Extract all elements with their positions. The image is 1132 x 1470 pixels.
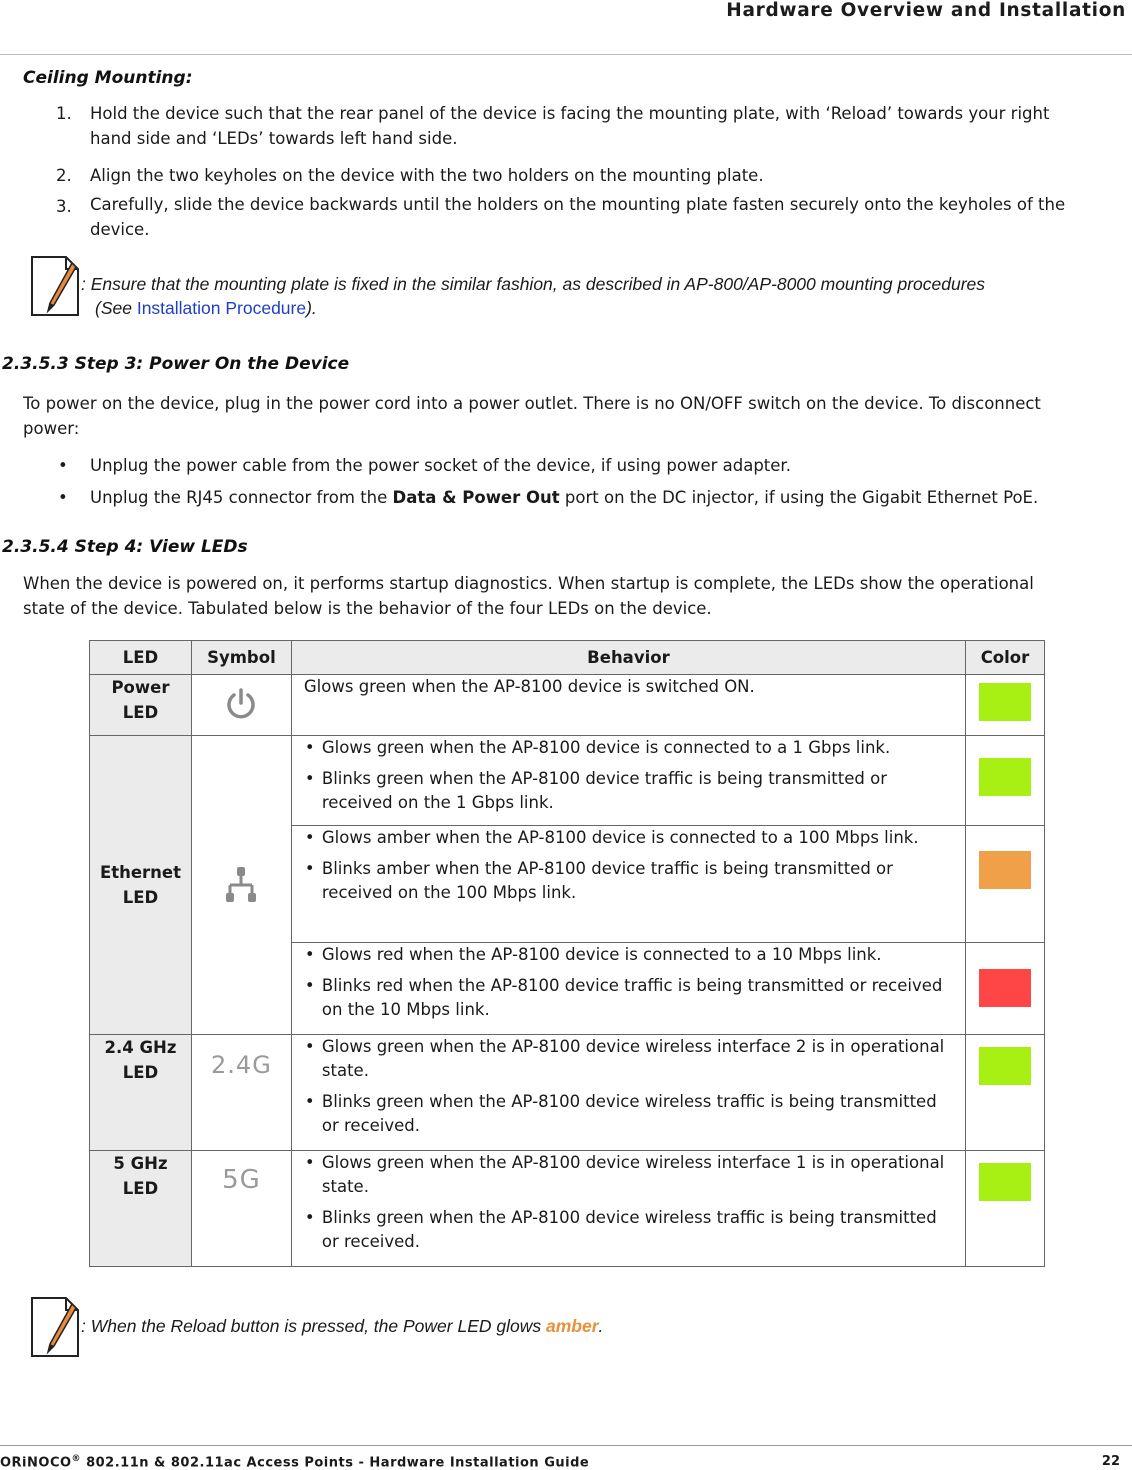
footer-rule bbox=[0, 1445, 1132, 1446]
ghz24-led-name bbox=[90, 1035, 192, 1151]
header-behavior: Behavior bbox=[291, 641, 965, 675]
step-3-text bbox=[90, 192, 1130, 242]
ghz5-icon: 5G bbox=[222, 1165, 261, 1195]
behavior-text: Blinks green when the AP-8100 device wireless traffic is being transmitted or received. bbox=[321, 1208, 937, 1251]
ethernet-red-swatch bbox=[979, 969, 1031, 1007]
step-3-para-line-1: To power on the device, plug in the power cord into a power outlet. There is no ON/OFF switch on the device. To disconnect bbox=[23, 394, 1041, 413]
behavior-text: Glows green when the AP-8100 device wireless interface 2 is in operational state. bbox=[321, 1037, 945, 1080]
behavior-text: Blinks amber when the AP-8100 device traffic is being transmitted or received on the 100 Mbps link. bbox=[321, 859, 893, 902]
power-led-name-2: LED bbox=[122, 703, 159, 722]
bullet-dot: • bbox=[304, 1037, 315, 1056]
bullet-dot: • bbox=[58, 488, 68, 507]
step-4-paragraph bbox=[23, 571, 1131, 621]
behavior-item bbox=[292, 1035, 957, 1083]
step-number: 2. bbox=[56, 166, 72, 185]
step-3-line-2: device. bbox=[90, 220, 150, 239]
ghz5-color-cell bbox=[966, 1151, 1045, 1267]
ethernet-10mbps-behavior bbox=[291, 943, 965, 1035]
ethernet-green-swatch bbox=[979, 758, 1031, 796]
ghz24-green-swatch bbox=[979, 1047, 1031, 1085]
reload-note bbox=[81, 1314, 603, 1338]
ethernet-100mbps-color-cell bbox=[966, 826, 1045, 943]
step-3-paragraph bbox=[23, 391, 1131, 441]
reload-note-prefix: : When the Reload button is pressed, the Power LED glows bbox=[81, 1316, 546, 1336]
step-2-text: Align the two keyholes on the device with the two holders on the mounting plate. bbox=[90, 166, 764, 185]
page-number: 22 bbox=[1101, 1454, 1120, 1469]
step-3-para-line-2: power: bbox=[23, 419, 80, 438]
power-behavior-text: Glows green when the AP-8100 device is switched ON. bbox=[303, 677, 755, 696]
bullet-dot: • bbox=[58, 456, 68, 475]
step-1-line-1: Hold the device such that the rear panel of the device is facing the mounting plate, with ‘Reload’ towards your right bbox=[90, 104, 1050, 123]
header-led: LED bbox=[90, 641, 192, 675]
note-pencil-icon bbox=[30, 255, 80, 317]
ghz5-led-name bbox=[90, 1151, 192, 1267]
ethernet-symbol-cell bbox=[191, 736, 291, 1035]
ghz24-icon: 2.4G bbox=[211, 1051, 272, 1079]
step-3-line-1: Carefully, slide the device backwards until the holders on the mounting plate fasten securely onto the keyholes of the bbox=[90, 195, 1066, 214]
header-color: Color bbox=[966, 641, 1045, 675]
ethernet-1gbps-behavior bbox=[291, 736, 965, 826]
step-1-line-2: hand side and ‘LEDs’ towards left hand side. bbox=[90, 129, 458, 148]
bullet-unplug-power: Unplug the power cable from the power socket of the device, if using power adapter. bbox=[90, 456, 791, 475]
ethernet-led-name-2: LED bbox=[122, 888, 159, 907]
bullet-dot: • bbox=[304, 769, 315, 788]
ghz24-led-name-1: 2.4 GHz bbox=[104, 1038, 177, 1057]
mounting-note bbox=[81, 272, 1131, 320]
bullet-dot: • bbox=[304, 1153, 315, 1172]
ghz24-symbol-cell bbox=[191, 1035, 291, 1151]
bullet-dot: • bbox=[304, 738, 315, 757]
step-number: 3. bbox=[56, 197, 72, 216]
ghz24-led-name-2: LED bbox=[122, 1063, 159, 1082]
step-4-para-line-2: state of the device. Tabulated below is the behavior of the four LEDs on the device. bbox=[23, 599, 712, 618]
led-behavior-table bbox=[89, 640, 1045, 1267]
power-color-cell bbox=[966, 675, 1045, 736]
ghz24-behavior bbox=[291, 1035, 965, 1151]
power-behavior bbox=[291, 675, 965, 736]
step-number: 1. bbox=[56, 104, 72, 123]
reload-note-amber: amber bbox=[545, 1316, 599, 1336]
ghz5-led-name-2: LED bbox=[122, 1179, 159, 1198]
table-row-power bbox=[90, 675, 1045, 736]
ethernet-led-name-1: Ethernet bbox=[99, 863, 181, 882]
bullet-dot: • bbox=[304, 945, 315, 964]
table-row-5ghz bbox=[90, 1151, 1045, 1267]
bullet-dot: • bbox=[304, 1092, 315, 1111]
behavior-item bbox=[292, 826, 957, 850]
ethernet-100mbps-behavior bbox=[291, 826, 965, 943]
bullet-dot: • bbox=[304, 828, 315, 847]
behavior-item bbox=[292, 857, 957, 905]
power-led-name bbox=[90, 675, 192, 736]
installation-procedure-link[interactable]: Installation Procedure bbox=[136, 298, 307, 318]
header-rule bbox=[0, 54, 1132, 55]
behavior-item bbox=[292, 1151, 957, 1199]
bullet-dot: • bbox=[304, 859, 315, 878]
behavior-item bbox=[292, 974, 957, 1022]
ceiling-mounting-heading: Ceiling Mounting: bbox=[23, 68, 193, 88]
behavior-text: Blinks green when the AP-8100 device traffic is being transmitted or received on the 1 Gbps link. bbox=[321, 769, 887, 812]
behavior-text: Glows green when the AP-8100 device wireless interface 1 is in operational state. bbox=[321, 1153, 945, 1196]
behavior-item bbox=[292, 736, 957, 760]
note-pencil-icon bbox=[30, 1296, 80, 1358]
header-symbol: Symbol bbox=[191, 641, 291, 675]
reload-note-suffix: . bbox=[598, 1316, 604, 1336]
behavior-item bbox=[292, 943, 957, 967]
behavior-item bbox=[292, 767, 957, 815]
ghz5-symbol-cell bbox=[191, 1151, 291, 1267]
footer-brand: ORiNOCO bbox=[0, 1455, 72, 1470]
behavior-item bbox=[292, 1090, 957, 1138]
step-4-para-line-1: When the device is powered on, it performs startup diagnostics. When startup is complete, the LEDs show the operational bbox=[23, 574, 1034, 593]
step-1-text bbox=[90, 101, 1130, 151]
bullet-2-suffix: port on the DC injector, if using the Gigabit Ethernet PoE. bbox=[559, 488, 1039, 507]
bullet-dot: • bbox=[304, 976, 315, 995]
note-prefix: (See bbox=[95, 298, 137, 318]
ethernet-10mbps-color-cell bbox=[966, 943, 1045, 1035]
behavior-text: Glows green when the AP-8100 device is connected to a 1 Gbps link. bbox=[321, 738, 891, 757]
note-suffix: ). bbox=[306, 298, 317, 318]
bullet-dot: • bbox=[304, 1208, 315, 1227]
step-4-heading: 2.3.5.4 Step 4: View LEDs bbox=[2, 537, 248, 557]
bullet-2-prefix: Unplug the RJ45 connector from the bbox=[90, 488, 393, 507]
ghz5-green-swatch bbox=[979, 1163, 1031, 1201]
mounting-note-line-1: : Ensure that the mounting plate is fixed in the similar fashion, as described in AP-800/AP-8000 mounting procedures bbox=[81, 274, 986, 294]
network-icon bbox=[223, 865, 259, 905]
page-header-title: Hardware Overview and Installation bbox=[726, 0, 1126, 21]
table-row-2-4ghz bbox=[90, 1035, 1045, 1151]
bullet-unplug-rj45 bbox=[90, 485, 1038, 510]
behavior-text: Blinks green when the AP-8100 device wireless traffic is being transmitted or received. bbox=[321, 1092, 937, 1135]
footer-registered-mark: ® bbox=[71, 1454, 82, 1464]
ghz5-led-name-1: 5 GHz bbox=[113, 1154, 168, 1173]
ethernet-1gbps-color-cell bbox=[966, 736, 1045, 826]
mounting-note-line-2 bbox=[81, 296, 1131, 320]
footer-guide-title: 802.11n & 802.11ac Access Points - Hardware Installation Guide bbox=[81, 1455, 590, 1470]
table-header-row bbox=[90, 641, 1045, 675]
data-power-out-bold: Data & Power Out bbox=[392, 488, 560, 507]
step-3-heading: 2.3.5.3 Step 3: Power On the Device bbox=[2, 354, 350, 374]
ethernet-amber-swatch bbox=[979, 851, 1031, 889]
power-color-swatch bbox=[979, 683, 1031, 721]
ethernet-led-name bbox=[90, 736, 192, 1035]
ghz5-behavior bbox=[291, 1151, 965, 1267]
table-row-ethernet-1gbps bbox=[90, 736, 1045, 826]
power-led-name-1: Power bbox=[111, 678, 170, 697]
behavior-text: Blinks red when the AP-8100 device traffic is being transmitted or received on the 10 Mbps link. bbox=[321, 976, 943, 1019]
behavior-text: Glows red when the AP-8100 device is connected to a 10 Mbps link. bbox=[321, 945, 882, 964]
power-symbol-cell bbox=[191, 675, 291, 736]
power-icon bbox=[223, 687, 259, 723]
ghz24-color-cell bbox=[966, 1035, 1045, 1151]
behavior-text: Glows amber when the AP-8100 device is connected to a 100 Mbps link. bbox=[321, 828, 919, 847]
behavior-item bbox=[292, 1206, 957, 1254]
footer-title bbox=[0, 1454, 589, 1470]
